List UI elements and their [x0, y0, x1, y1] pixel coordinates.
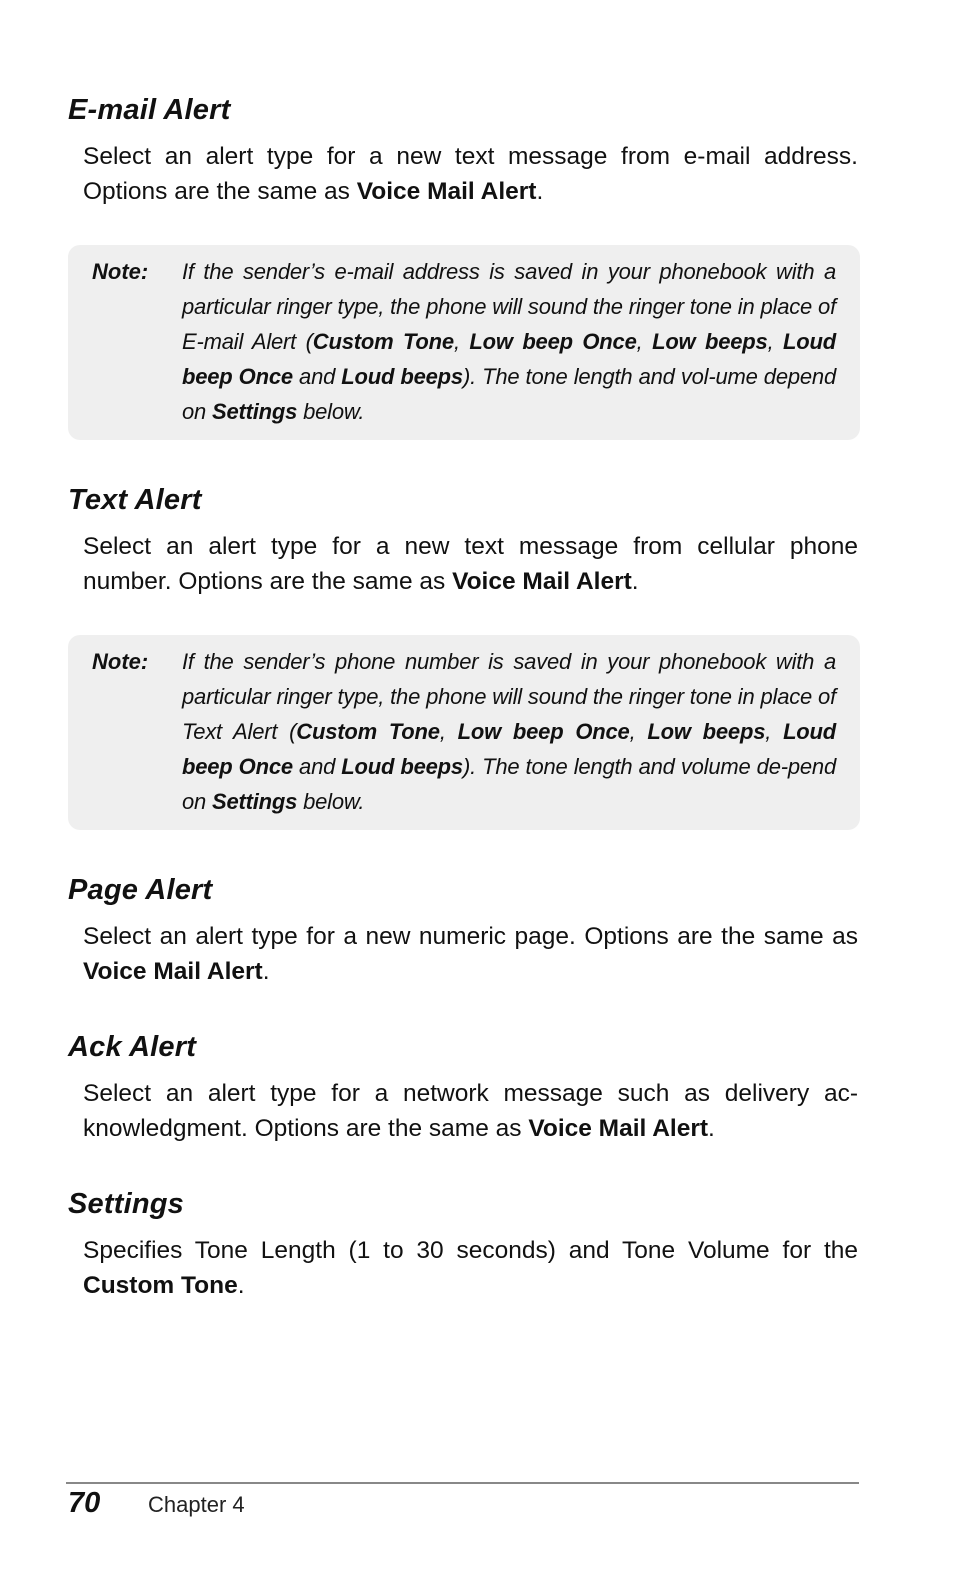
- note-text-segment: ,: [439, 719, 458, 744]
- ack-alert-description: [83, 1076, 858, 1146]
- page-alert-description: [83, 919, 858, 989]
- email-alert-heading: E-mail Alert: [68, 94, 231, 126]
- note-text-segment: below.: [297, 399, 365, 424]
- page-alert-text: Select an alert type for a new numeric page. Options are the same as: [83, 923, 858, 950]
- ack-alert-ref: Voice Mail Alert: [528, 1115, 709, 1142]
- settings-text: Specifies Tone Length (1 to 30 seconds) and Tone Volume for the: [83, 1237, 858, 1264]
- text-alert-text: Select an alert type for a new text message from cellular phone number. Options are the same as: [83, 533, 858, 595]
- text-alert-note-text: [182, 644, 836, 819]
- email-alert-note: [68, 245, 860, 440]
- page-alert-heading: Page Alert: [68, 874, 213, 906]
- note-bold-term: Loud beep Once: [182, 329, 837, 389]
- text-alert-heading: Text Alert: [68, 484, 202, 516]
- text-alert-description: [83, 529, 858, 599]
- note-text-segment: ,: [767, 329, 784, 354]
- note-text-segment: ,: [636, 329, 653, 354]
- settings-end: .: [237, 1272, 245, 1299]
- page-footer: [68, 1487, 245, 1520]
- email-alert-note-text: [182, 254, 836, 429]
- email-alert-ref: Voice Mail Alert: [356, 178, 537, 205]
- note-text-segment: below.: [297, 789, 365, 814]
- note-bold-term: Custom Tone: [312, 329, 454, 354]
- note-bold-term: Settings: [211, 399, 298, 424]
- page-alert-end: .: [262, 958, 270, 985]
- note-text-segment: ,: [453, 329, 470, 354]
- note-bold-term: Settings: [211, 789, 298, 814]
- text-alert-end: .: [631, 568, 639, 595]
- ack-alert-text: Select an alert type for a network message such as delivery ac-knowledgment. Options are the same as: [83, 1080, 858, 1142]
- email-alert-end: .: [536, 178, 544, 205]
- note-bold-term: Loud beep Once: [182, 719, 837, 779]
- note-text-segment: and: [292, 754, 342, 779]
- note-bold-term: Custom Tone: [296, 719, 440, 744]
- settings-ref: Custom Tone: [83, 1272, 238, 1299]
- note-bold-term: Low beep Once: [469, 329, 637, 354]
- settings-heading: Settings: [68, 1188, 184, 1220]
- note-bold-term: Low beeps: [652, 329, 768, 354]
- email-alert-text: Select an alert type for a new text message from e-mail address. Options are the same as: [83, 143, 858, 205]
- chapter-label: Chapter 4: [148, 1492, 245, 1517]
- settings-description: [83, 1233, 858, 1303]
- text-alert-note: [68, 635, 860, 830]
- text-alert-ref: Voice Mail Alert: [452, 568, 632, 595]
- note-text-segment: If the sender’s e-mail address is saved in your phonebook with a particular ringer type, the phone will sound the ringer tone in place of E-mail Alert (: [182, 259, 836, 354]
- note-text-segment: ). The tone length and vol-ume depend on: [182, 364, 837, 424]
- note-text-segment: If the sender’s phone number is saved in your phonebook with a particular ringer type, the phone will sound the ringer tone in place of Text Alert (: [182, 649, 836, 744]
- note-text-segment: ,: [629, 719, 648, 744]
- note-text-segment: ,: [765, 719, 784, 744]
- ack-alert-end: .: [708, 1115, 715, 1142]
- manual-page: [68, 94, 860, 1303]
- note-text-segment: ). The tone length and volume de-pend on: [182, 754, 837, 814]
- footer-divider: [66, 1482, 859, 1484]
- note-bold-term: Loud beeps: [341, 754, 463, 779]
- note-text-segment: and: [292, 364, 342, 389]
- page-alert-ref: Voice Mail Alert: [83, 958, 263, 985]
- note-bold-term: Low beep Once: [457, 719, 630, 744]
- page-number: 70: [68, 1487, 101, 1519]
- note-label: Note:: [92, 259, 149, 284]
- note-label: Note:: [92, 649, 149, 674]
- note-bold-term: Loud beeps: [341, 364, 463, 389]
- email-alert-description: [83, 139, 858, 209]
- ack-alert-heading: Ack Alert: [68, 1031, 197, 1063]
- note-bold-term: Low beeps: [647, 719, 766, 744]
